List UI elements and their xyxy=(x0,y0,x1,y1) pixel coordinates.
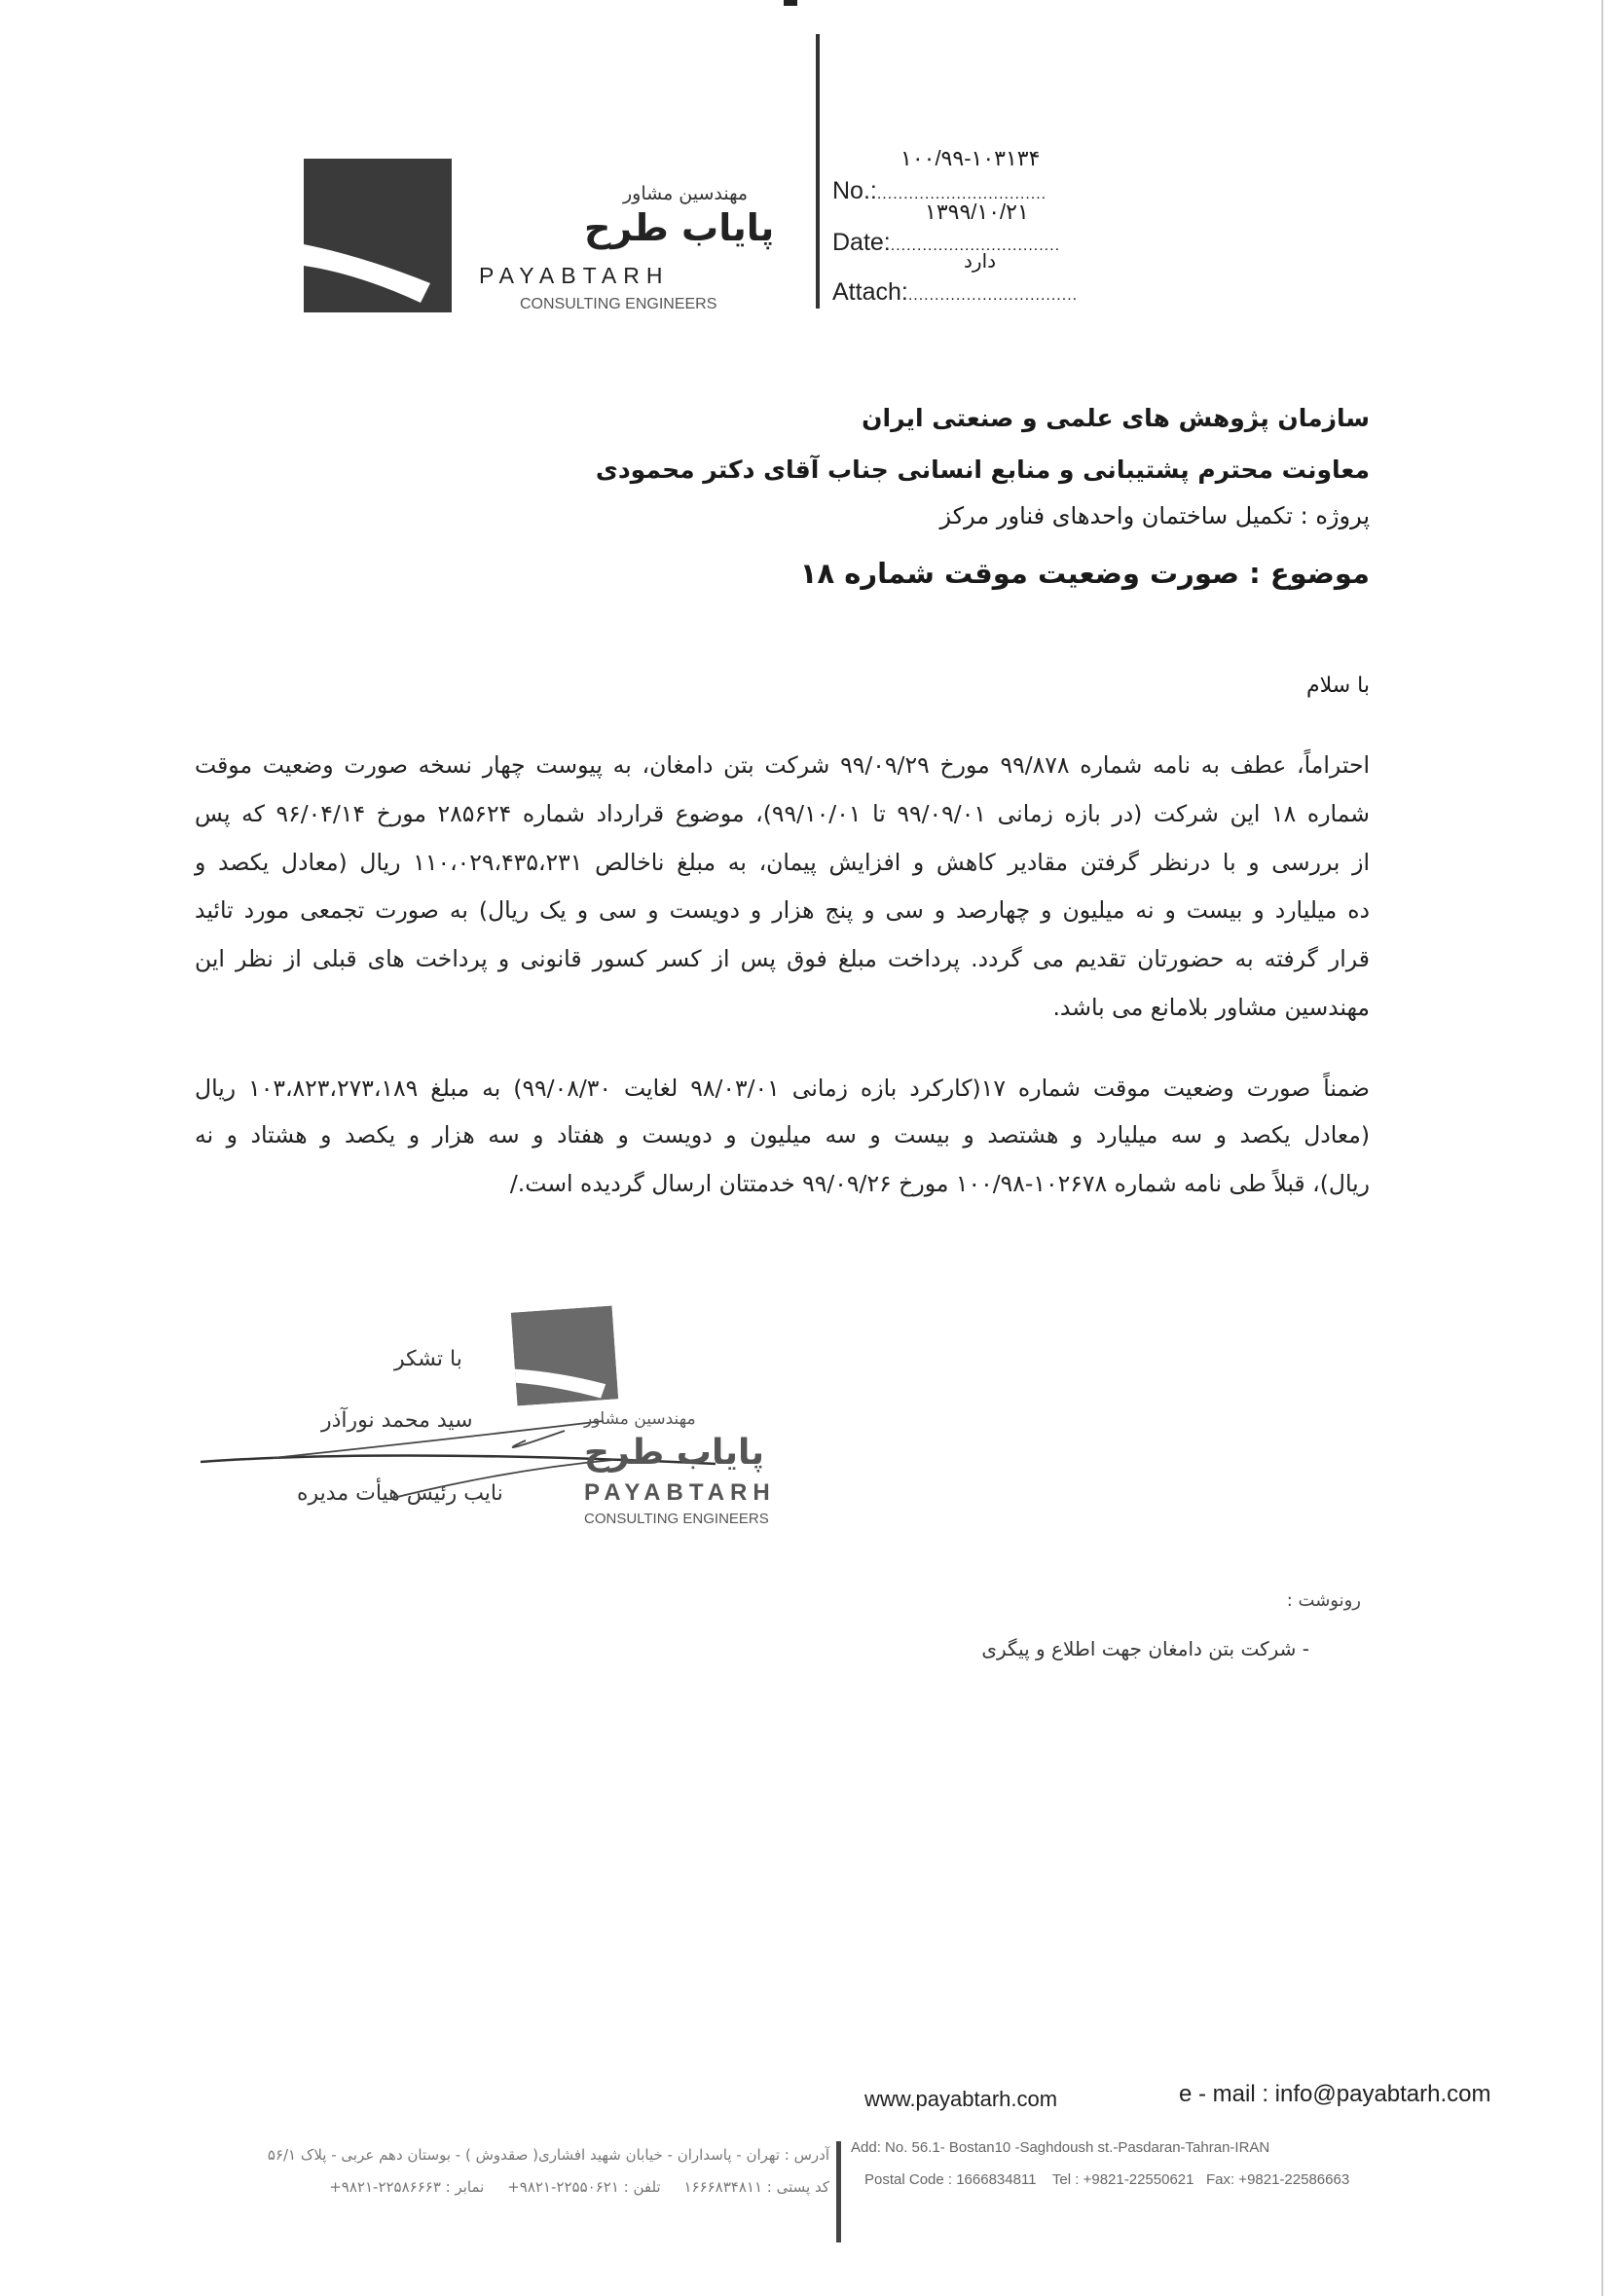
dotted-line: ................................ xyxy=(876,186,1047,202)
greeting: با سلام xyxy=(1305,674,1370,698)
subject-line: موضوع : صورت وضعیت موقت شماره ۱۸ xyxy=(799,557,1370,590)
body-line: از بررسی و با درنظر گرفتن مقادیر کاهش و افزایش پیمان، به مبلغ ناخالص ۱۱۰،۰۲۹،۴۳۵،۲۳۱ ریال (معادل یکصد و xyxy=(195,849,1370,876)
letter-date-label: Date: xyxy=(832,229,891,256)
body-line: (معادل یکصد و سه میلیارد و هشتصد و بیست و سه میلیون و دویست و هفتاد و سه هزار و یکصد و هشتاد و نه xyxy=(195,1121,1370,1148)
body-line: قرار گرفته به حضورتان تقدیم می گردد. پرداخت مبلغ فوق پس از کسر کسور قانونی و پرداخت های قبلی از نظر این xyxy=(195,945,1370,972)
letter-attach-label: Attach: xyxy=(832,278,908,306)
letter-attach-value: دارد xyxy=(964,249,997,273)
body-line: احتراماً، عطف به نامه شماره ۹۹/۸۷۸ مورخ ۹۹/۰۹/۲۹ شرکت بتن دامغان، به پیوست چهار نسخه صورت وضعیت موقت xyxy=(195,751,1371,779)
letter-number-label: No.: xyxy=(832,177,877,204)
addressee-person: معاونت محترم پشتیبانی و منابع انسانی جناب آقای دکتر محمودی xyxy=(595,456,1370,484)
stamp-en-sub: CONSULTING ENGINEERS xyxy=(584,1511,769,1527)
letter-date-field xyxy=(832,229,1060,260)
footer-contact-en: Postal Code : 1666834811 Tel : +9821-22550621 Fax: +9821-22586663 xyxy=(864,2171,1350,2188)
body-line: مهندسین مشاور بلامانع می باشد. xyxy=(1052,994,1370,1021)
footer-website: www.payabtarh.com xyxy=(864,2087,1058,2111)
company-name-en-sub: CONSULTING ENGINEERS xyxy=(520,296,717,312)
signatory-name: سید محمد نورآذر xyxy=(321,1408,473,1433)
company-logo-icon xyxy=(304,159,452,312)
cc-item: - شرکت بتن دامغان جهت اطلاع و پیگری xyxy=(981,1637,1309,1660)
letter-number-value: ۱۰۰/۹۹-۱۰۳۱۳۴ xyxy=(900,146,1041,170)
footer-email: e - mail : info@payabtarh.com xyxy=(1179,2081,1491,2107)
body-line: ریال)، قبلاً طی نامه شماره ۱۰۲۶۷۸-۱۰۰/۹۸ مورخ ۹۹/۰۹/۲۶ خدمتتان ارسال گردیده است./ xyxy=(509,1170,1370,1197)
header-divider xyxy=(816,34,820,309)
footer-address-en: Add: No. 56.1- Bostan10 -Saghdoush st.-Pasdaran-Tahran-IRAN xyxy=(851,2139,1270,2156)
footer-address-fa: آدرس : تهران - پاسداران - خیابان شهید افشاری( صقدوش ) - بوستان دهم عربی - پلاک ۵۶/۱ xyxy=(267,2146,829,2164)
company-name-fa: پایاب طرح xyxy=(584,206,775,249)
body-line: ده میلیارد و بیست و نه میلیون و چهارصد و سی و پنج هزار و دویست و سی و یک ریال) به صورت تجمعی مورد تائید xyxy=(195,896,1370,924)
cc-label: رونوشت : xyxy=(1286,1590,1361,1611)
company-name-fa-sub: مهندسین مشاور xyxy=(623,183,749,204)
letter-date-value: ۱۳۹۹/۱۰/۲۱ xyxy=(925,200,1029,224)
scan-mark xyxy=(784,0,797,6)
closing-text: با تشکر xyxy=(394,1347,462,1371)
letter-attach-field xyxy=(832,278,1078,310)
addressee-organization: سازمان پژوهش های علمی و صنعتی ایران xyxy=(862,404,1370,432)
footer-contact-fa: کد پستی : ۱۶۶۶۸۳۴۸۱۱ تلفن : ۲۲۵۵۰۶۲۱-۹۸۲۱+ نمابر : ۲۲۵۸۶۶۶۳-۹۸۲۱+ xyxy=(329,2178,829,2196)
dotted-line: ................................ xyxy=(890,237,1061,254)
signatory-title: نایب رئیس هیأت مدیره xyxy=(297,1481,503,1506)
project-line: پروژه : تکمیل ساختمان واحدهای فناور مرکز xyxy=(939,502,1370,529)
footer-divider xyxy=(836,2141,841,2242)
stamp-en: PAYABTARH xyxy=(584,1479,776,1506)
stamp-logo-icon xyxy=(511,1305,618,1405)
body-line: شماره ۱۸ این شرکت (در بازه زمانی ۹۹/۰۹/۰۱ تا ۹۹/۱۰/۰۱)، موضوع قرارداد شماره ۲۸۵۶۲۴ مورخ ۹۶/۰۴/۱۴ که پس xyxy=(195,800,1370,827)
company-name-en: PAYABTARH xyxy=(479,263,670,288)
scan-edge xyxy=(1601,0,1603,2296)
body-line: ضمناً صورت وضعیت موقت شماره ۱۷(کارکرد بازه زمانی ۹۸/۰۳/۰۱ لغایت ۹۹/۰۸/۳۰) به مبلغ ۱۰۳،۸۲۳،۲۷۳،۱۸۹ ریال xyxy=(195,1075,1371,1102)
stamp-fa-sub: مهندسین مشاور xyxy=(584,1409,696,1429)
dotted-line: ................................ xyxy=(907,287,1079,304)
stamp-fa: پایاب طرح xyxy=(584,1433,765,1473)
